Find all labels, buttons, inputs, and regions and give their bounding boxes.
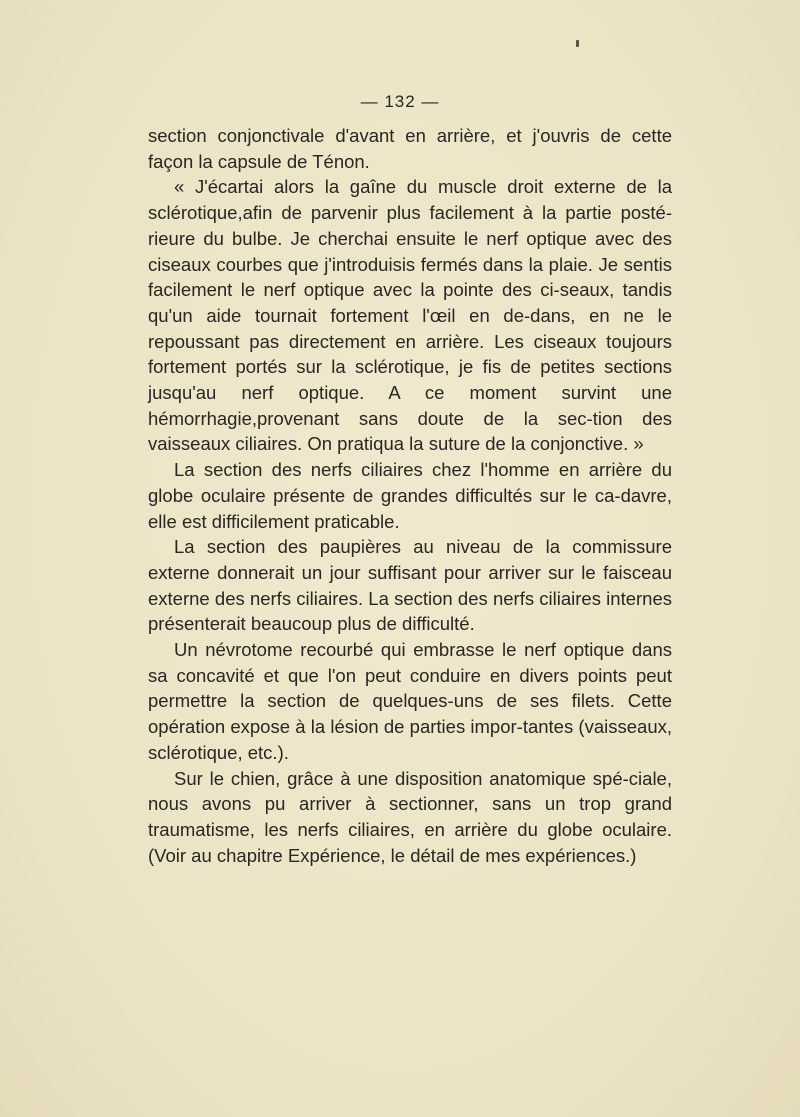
paragraph-1: section conjonctivale d'avant en arrière, et j'ouvris de cette façon la capsule de Ténon. (148, 125, 672, 172)
paragraph-5: Un névrotome recourbé qui embrasse le nerf optique dans sa concavité et que l'on peut conduire en divers points peut permettre la section de quelques-uns de ses filets. Cette opération expose à la lésion de parties impor-tantes (vaisseaux, sclérotique, etc.). (148, 639, 672, 763)
paragraph-3: La section des nerfs ciliaires chez l'homme en arrière du globe oculaire présente de grandes difficultés sur le ca-davre, elle est difficilement praticable. (148, 459, 672, 532)
paragraph-6: Sur le chien, grâce à une disposition anatomique spé-ciale, nous avons pu arriver à sectionner, sans un trop grand traumatisme, les nerfs ciliaires, en arrière du globe oculaire. (Voir au chapitre Expérience, le détail de mes expériences.) (148, 767, 672, 866)
body-text (148, 123, 672, 868)
paragraph-4: La section des paupières au niveau de la commissure externe donnerait un jour suffisant pour arriver sur le faisceau externe des nerfs ciliaires. La section des nerfs ciliaires internes présenterait beaucoup plus de difficulté. (148, 536, 672, 635)
page-number: — 132 — (360, 92, 440, 111)
paragraph-2-quotation: « J'écartai alors la gaîne du muscle droit externe de la sclérotique,afin de parvenir plus facilement à la partie posté-rieure du bulbe. Je cherchai ensuite le nerf optique avec des ciseaux courbes que j'introduisis fermés dans la plaie. Je sentis facilement le nerf optique avec la pointe des ci-seaux, tandis qu'un aide tournait fortement l'œil en de-dans, en ne le repoussant pas directement en arrière. Les ciseaux toujours fortement portés sur la sclérotique, je fis de petites sections jusqu'au nerf optique. A ce moment survint une hémorrhagie,provenant sans doute de la sec-tion des vaisseaux ciliaires. On pratiqua la suture de la conjonctive. » (148, 176, 672, 455)
ink-speck (576, 40, 579, 47)
